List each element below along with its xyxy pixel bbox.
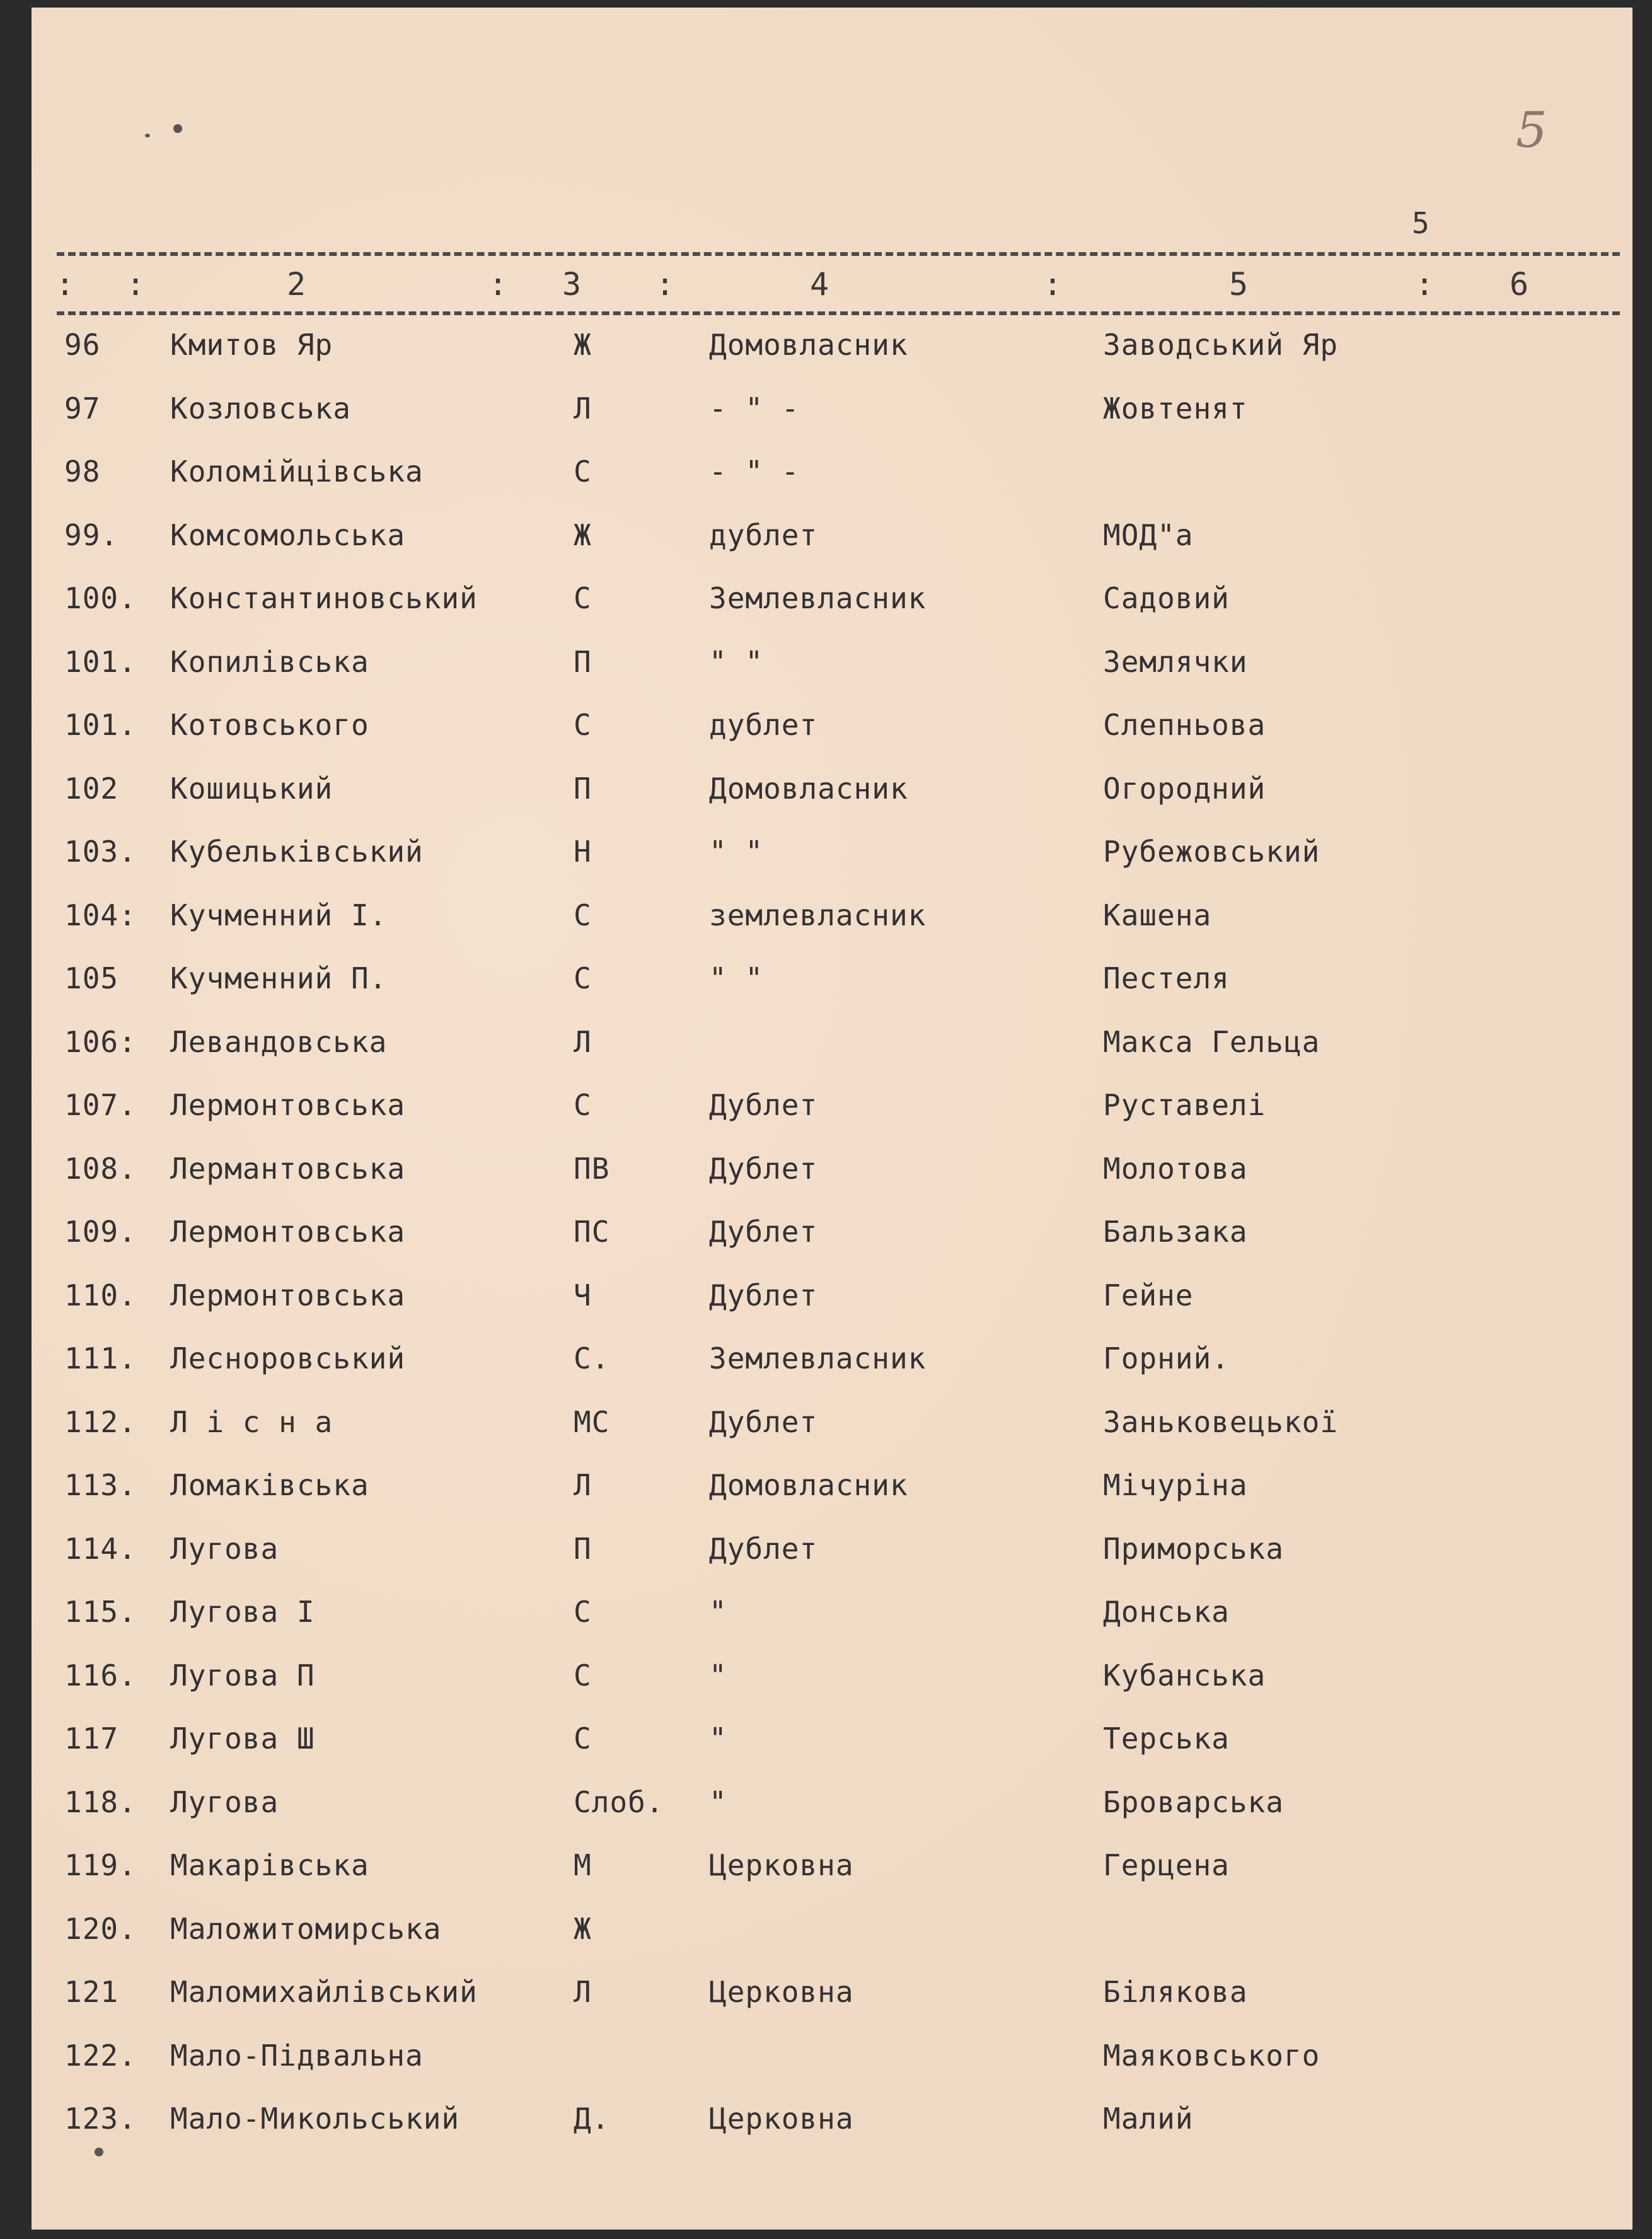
street-name: Макарівська <box>170 1848 369 1882</box>
header-separator: : <box>488 266 508 303</box>
street-name: Кучменний П. <box>170 961 388 995</box>
header-top-rule <box>57 252 1620 256</box>
list-item <box>32 518 1632 581</box>
new-name: МОД"а <box>1103 518 1194 552</box>
typed-page-number: 5 <box>1412 206 1430 240</box>
new-name: Бальзака <box>1103 1215 1248 1249</box>
list-item <box>32 1278 1632 1341</box>
new-name: Заводський Яр <box>1103 328 1339 362</box>
row-number: 98 <box>64 454 101 489</box>
category-code: П <box>574 1531 592 1566</box>
row-number: 104: <box>64 898 137 932</box>
new-name: Жовтенят <box>1103 391 1248 425</box>
row-number: 115. <box>64 1595 137 1629</box>
street-name: Маломихайлівський <box>170 1975 478 2009</box>
list-item <box>32 454 1632 518</box>
list-item <box>32 1025 1632 1088</box>
header-separator: : <box>55 266 75 303</box>
document-page <box>32 8 1632 2230</box>
status: Землевласник <box>709 581 927 615</box>
street-name: Коломійцівська <box>170 454 424 489</box>
list-item <box>32 1785 1632 1848</box>
row-number: 110. <box>64 1278 137 1312</box>
header-col-4: 4 <box>810 266 829 303</box>
header-bottom-rule <box>57 311 1620 315</box>
category-code: Л <box>574 1975 592 2009</box>
paper-speck <box>173 124 182 133</box>
new-name: Горний. <box>1103 1341 1230 1375</box>
row-number: 113. <box>64 1468 137 1502</box>
row-number: 106: <box>64 1024 137 1059</box>
row-number: 101. <box>64 708 137 742</box>
category-code: Л <box>574 391 592 425</box>
street-name: Комсомольська <box>170 518 406 552</box>
row-number: 97 <box>64 391 101 425</box>
list-item <box>32 835 1632 898</box>
header-separator: : <box>126 266 146 303</box>
row-number: 111. <box>64 1341 137 1375</box>
list-item <box>32 1088 1632 1151</box>
street-name: Маложитомирська <box>170 1911 442 1946</box>
street-name: Лугова Ш <box>170 1721 315 1756</box>
row-number: 114. <box>64 1531 137 1566</box>
street-name: Копилівська <box>170 644 369 679</box>
street-name: Лермонтовська <box>170 1088 406 1122</box>
status: " <box>709 1658 727 1692</box>
new-name: Кубанська <box>1103 1658 1266 1692</box>
category-code: Ж <box>574 518 592 552</box>
street-name: Лесноровський <box>170 1341 406 1375</box>
street-name: Л і с н а <box>170 1404 333 1439</box>
status: Дублет <box>709 1215 818 1249</box>
list-item <box>32 708 1632 771</box>
category-code: С <box>574 581 592 615</box>
new-name: Садовий <box>1103 581 1230 615</box>
street-name: Левандовська <box>170 1024 388 1059</box>
category-code: Ж <box>574 328 592 362</box>
street-name: Котовського <box>170 708 369 742</box>
list-item <box>32 645 1632 708</box>
status: Церковна <box>709 1975 854 2009</box>
street-name: Кошицький <box>170 771 333 806</box>
row-number: 118. <box>64 1785 137 1819</box>
row-number: 122. <box>64 2038 137 2073</box>
list-item <box>32 1405 1632 1468</box>
new-name: Рубежовський <box>1103 835 1320 869</box>
category-code: Л <box>574 1468 592 1502</box>
category-code: С <box>574 961 592 995</box>
street-name: Лермонтовська <box>170 1215 406 1249</box>
list-item <box>32 2039 1632 2102</box>
row-number: 102 <box>64 771 119 806</box>
street-name: Константиновський <box>170 581 478 615</box>
paper-speck <box>145 134 150 137</box>
list-item <box>32 1468 1632 1531</box>
category-code: Ч <box>574 1278 592 1312</box>
new-name: Руставелі <box>1103 1088 1266 1122</box>
new-name: Малий <box>1103 2102 1194 2136</box>
status: Дублет <box>709 1088 818 1122</box>
row-number: 100. <box>64 581 137 615</box>
status: Землевласник <box>709 1341 927 1375</box>
category-code: С <box>574 1658 592 1692</box>
header-col-2: 2 <box>287 266 306 303</box>
list-item <box>32 772 1632 835</box>
status: - " - <box>709 454 800 489</box>
new-name: Заньковецької <box>1103 1404 1339 1439</box>
street-name: Мало-Микольський <box>170 2102 460 2136</box>
list-item <box>32 961 1632 1024</box>
status: " <box>709 1785 727 1819</box>
status: Церковна <box>709 1848 854 1882</box>
row-number: 108. <box>64 1151 137 1186</box>
status: " " <box>709 644 764 679</box>
row-number: 112. <box>64 1404 137 1439</box>
status: - " - <box>709 391 800 425</box>
category-code: Слоб. <box>574 1785 664 1819</box>
list-item <box>32 2102 1632 2165</box>
row-number: 107. <box>64 1088 137 1122</box>
status: " <box>709 1721 727 1756</box>
new-name: Кашена <box>1103 898 1212 932</box>
new-name: Слепньова <box>1103 708 1266 742</box>
category-code: С <box>574 1595 592 1629</box>
street-name: Лугова <box>170 1531 279 1566</box>
new-name: Мічуріна <box>1103 1468 1248 1502</box>
header-col-3: 3 <box>562 266 582 303</box>
status: " " <box>709 835 764 869</box>
list-item <box>32 328 1632 391</box>
row-number: 117 <box>64 1721 119 1756</box>
new-name: Макса Гельца <box>1103 1024 1320 1059</box>
list-item <box>32 1215 1632 1278</box>
new-name: Пестеля <box>1103 961 1230 995</box>
list-item <box>32 1595 1632 1658</box>
street-name: Кучменний І. <box>170 898 388 932</box>
street-name: Лугова <box>170 1785 279 1819</box>
row-number: 116. <box>64 1658 137 1692</box>
status: Домовласник <box>709 1468 908 1502</box>
status: " <box>709 1595 727 1629</box>
category-code: С <box>574 898 592 932</box>
new-name: Білякова <box>1103 1975 1248 2009</box>
street-name: Лермантовська <box>170 1151 406 1186</box>
paper-speck <box>95 2148 103 2156</box>
status: дублет <box>709 518 818 552</box>
row-number: 105 <box>64 961 119 995</box>
new-name: Донська <box>1103 1595 1230 1629</box>
list-item <box>32 581 1632 644</box>
header-separator: : <box>1043 266 1063 303</box>
new-name: Огородний <box>1103 771 1266 806</box>
category-code: Л <box>574 1024 592 1059</box>
street-name: Лугова П <box>170 1658 315 1692</box>
new-name: Терська <box>1103 1721 1230 1756</box>
row-number: 123. <box>64 2102 137 2136</box>
new-name: Маяковського <box>1103 2038 1320 2073</box>
street-name: Кубельківський <box>170 835 424 869</box>
row-number: 96 <box>64 328 101 362</box>
street-name: Лугова І <box>170 1595 315 1629</box>
list-item <box>32 1912 1632 1975</box>
category-code: М <box>574 1848 592 1882</box>
new-name: Гейне <box>1103 1278 1194 1312</box>
street-name: Лермонтовська <box>170 1278 406 1312</box>
status: землевласник <box>709 898 927 932</box>
list-item <box>32 1532 1632 1595</box>
header-separator: : <box>1415 266 1435 303</box>
category-code: С <box>574 454 592 489</box>
new-name: Броварська <box>1103 1785 1284 1819</box>
category-code: ПС <box>574 1215 610 1249</box>
category-code: Д. <box>574 2102 610 2136</box>
street-name: Мало-Підвальна <box>170 2038 424 2073</box>
header-col-5: 5 <box>1229 266 1249 303</box>
street-name: Ломаківська <box>170 1468 369 1502</box>
list-item <box>32 391 1632 454</box>
status: Церковна <box>709 2102 854 2136</box>
status: Дублет <box>709 1151 818 1186</box>
street-name: Кмитов Яр <box>170 328 333 362</box>
category-code: МС <box>574 1404 610 1439</box>
category-code: С. <box>574 1341 610 1375</box>
status: Дублет <box>709 1531 818 1566</box>
list-item <box>32 1152 1632 1215</box>
category-code: П <box>574 644 592 679</box>
status: Домовласник <box>709 771 908 806</box>
new-name: Приморська <box>1103 1531 1284 1566</box>
list-item <box>32 1848 1632 1911</box>
category-code: С <box>574 708 592 742</box>
list-item <box>32 1341 1632 1404</box>
new-name: Герцена <box>1103 1848 1230 1882</box>
category-code: ПВ <box>574 1151 610 1186</box>
row-number: 119. <box>64 1848 137 1882</box>
category-code: Н <box>574 835 592 869</box>
row-number: 101. <box>64 644 137 679</box>
category-code: С <box>574 1088 592 1122</box>
category-code: Ж <box>574 1911 592 1946</box>
new-name: Молотова <box>1103 1151 1248 1186</box>
street-name: Козловська <box>170 391 351 425</box>
handwritten-page-number: 5 <box>1516 102 1547 159</box>
row-number: 109. <box>64 1215 137 1249</box>
row-number: 121 <box>64 1975 119 2009</box>
status: Дублет <box>709 1278 818 1312</box>
row-number: 99. <box>64 518 119 552</box>
list-item <box>32 1721 1632 1785</box>
list-item <box>32 898 1632 961</box>
header-col-6: 6 <box>1510 266 1529 303</box>
header-separator: : <box>656 266 675 303</box>
category-code: С <box>574 1721 592 1756</box>
category-code: П <box>574 771 592 806</box>
status: дублет <box>709 708 818 742</box>
status: Дублет <box>709 1404 818 1439</box>
row-number: 120. <box>64 1911 137 1946</box>
new-name: Землячки <box>1103 644 1248 679</box>
status: " " <box>709 961 764 995</box>
list-item <box>32 1658 1632 1721</box>
list-item <box>32 1975 1632 2038</box>
status: Домовласник <box>709 328 908 362</box>
row-number: 103. <box>64 835 137 869</box>
